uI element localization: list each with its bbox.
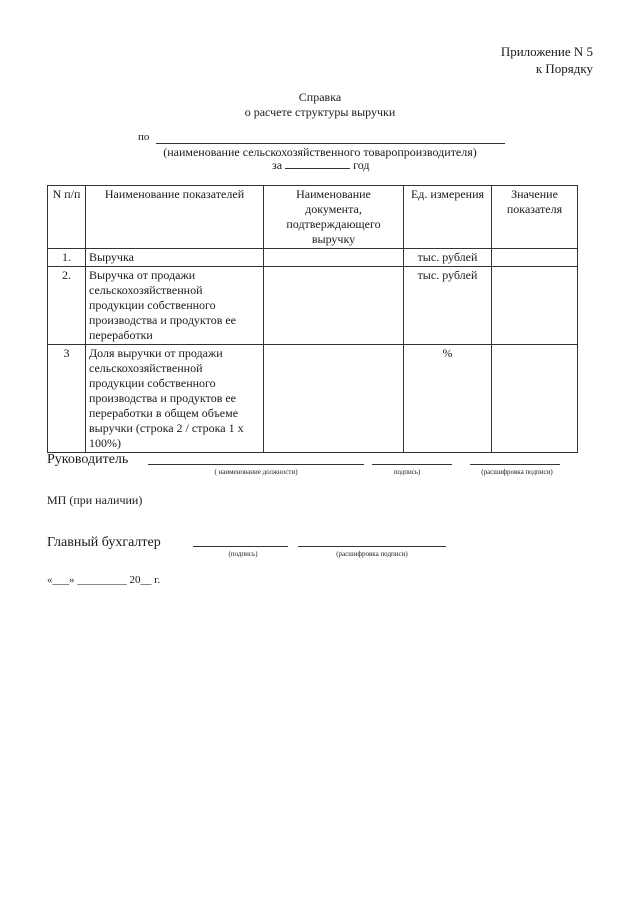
appendix-line-2: к Порядку <box>535 61 593 76</box>
accountant-signature-caption: (подпись) <box>228 550 258 558</box>
header-indicator-name: Наименование показателей <box>86 186 264 249</box>
row-document-cell[interactable] <box>264 345 404 453</box>
row-value-cell[interactable] <box>492 249 578 267</box>
table-row <box>48 249 578 267</box>
row-document-cell[interactable] <box>264 267 404 345</box>
head-signature-caption: подпись) <box>393 468 421 476</box>
row-number: 3 <box>48 345 86 453</box>
row-indicator: Выручка от продажи сельскохозяйственной продукции собственного производства и продуктов ее переработки <box>86 267 264 345</box>
row-indicator: Доля выручки от продажи сельскохозяйственной продукции собственного производства и продуктов ее переработки в общем объеме выручки (строка 2 / строка 1 x 100%) <box>86 345 264 453</box>
period-row <box>272 158 369 173</box>
accountant-label: Главный бухгалтер <box>47 535 161 550</box>
head-position-caption: ( наименование должности) <box>214 468 298 476</box>
document-title: Справка <box>298 90 342 104</box>
period-year-field[interactable] <box>285 158 350 169</box>
table-header-row <box>48 186 578 249</box>
head-position-field[interactable] <box>148 464 364 465</box>
table-row <box>48 345 578 453</box>
row-number: 1. <box>48 249 86 267</box>
accountant-signature-field[interactable] <box>193 546 288 547</box>
accountant-transcript-caption: (расшифровка подписи) <box>336 550 408 558</box>
head-label: Руководитель <box>47 452 129 467</box>
head-transcript-field[interactable] <box>470 464 560 465</box>
document-subtitle: о расчете структуры выручки <box>244 105 396 119</box>
row-value-cell[interactable] <box>492 267 578 345</box>
row-number: 2. <box>48 267 86 345</box>
row-unit: тыс. рублей <box>404 249 492 267</box>
stamp-label: МП (при наличии) <box>47 493 143 507</box>
revenue-structure-table <box>47 185 578 453</box>
appendix-line-1: Приложение N 5 <box>500 44 593 59</box>
row-value-cell[interactable] <box>492 345 578 453</box>
header-document: Наименование документа, подтверждающего выручку <box>264 186 404 249</box>
header-value: Значение показателя <box>492 186 578 249</box>
producer-label: по <box>138 131 150 143</box>
header-unit: Ед. измерения <box>404 186 492 249</box>
table-row <box>48 267 578 345</box>
producer-name-field[interactable] <box>156 143 505 144</box>
row-unit: % <box>404 345 492 453</box>
date-line[interactable]: «___» _________ 20__ г. <box>47 574 161 586</box>
row-unit: тыс. рублей <box>404 267 492 345</box>
period-suffix: год <box>353 158 370 172</box>
accountant-transcript-field[interactable] <box>298 546 446 547</box>
head-transcript-caption: (расшифровка подписи) <box>481 468 553 476</box>
head-signature-field[interactable] <box>372 464 452 465</box>
row-indicator: Выручка <box>86 249 264 267</box>
period-prefix: за <box>272 158 283 172</box>
header-number: N п/п <box>48 186 86 249</box>
row-document-cell[interactable] <box>264 249 404 267</box>
producer-caption: (наименование сельскохозяйственного товаропроизводителя) <box>163 145 477 159</box>
